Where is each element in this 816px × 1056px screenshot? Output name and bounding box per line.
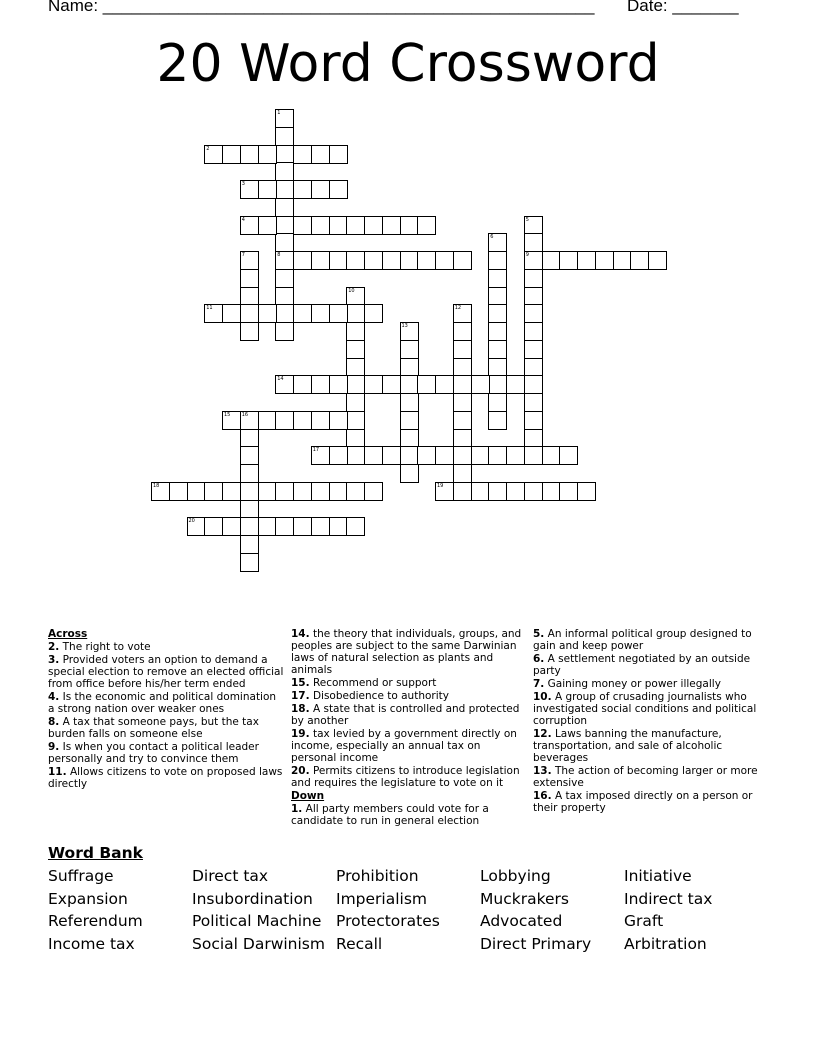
clue-number: 15 <box>224 411 231 418</box>
crossword-cell[interactable] <box>258 517 277 536</box>
crossword-cell[interactable] <box>488 340 507 359</box>
crossword-cell[interactable] <box>293 375 312 394</box>
crossword-cell[interactable] <box>275 517 294 536</box>
clue-across-8: 8. A tax that someone pays, but the tax burden falls on someone else <box>48 716 259 740</box>
crossword-cell[interactable] <box>329 517 348 536</box>
crossword-cell[interactable] <box>329 446 348 465</box>
word-bank-item: Muckrakers <box>480 889 569 908</box>
crossword-cell[interactable] <box>293 251 312 270</box>
crossword-cell[interactable] <box>275 198 294 217</box>
crossword-cell[interactable] <box>506 446 525 465</box>
crossword-cell[interactable] <box>311 411 330 430</box>
clue-across-9: 9. Is when you contact a political leader personally and try to convince them <box>48 741 259 765</box>
clue-number: 2 <box>206 145 210 152</box>
crossword-cell[interactable] <box>382 251 401 270</box>
clue-across-14: 14. the theory that individuals, groups, and peoples are subject to the same Darwinian laws of natural selection as plants and animals <box>291 628 522 676</box>
crossword-cell[interactable] <box>240 145 259 164</box>
crossword-cell[interactable] <box>417 375 436 394</box>
clue-down-5: 5. An informal political group designed to gain and keep power <box>533 628 752 652</box>
clue-number: 4 <box>241 216 245 223</box>
crossword-cell[interactable] <box>506 482 525 501</box>
crossword-cell[interactable] <box>488 411 507 430</box>
crossword-cell[interactable] <box>346 393 365 412</box>
word-bank-item: Graft <box>624 912 664 930</box>
word-bank-item: Indirect tax <box>624 889 713 908</box>
word-bank-item: Social Darwinism <box>192 934 325 953</box>
crossword-cell[interactable] <box>258 411 277 430</box>
clue-number: 16 <box>241 411 249 418</box>
crossword-cell[interactable] <box>400 464 419 483</box>
crossword-cell[interactable] <box>346 358 365 377</box>
crossword-cell[interactable] <box>169 482 188 501</box>
clue-across-11: 11. Allows citizens to vote on proposed laws directly <box>48 766 283 790</box>
crossword-cell[interactable] <box>346 251 365 270</box>
crossword-cell[interactable] <box>524 233 543 252</box>
crossword-cell[interactable] <box>524 304 543 323</box>
word-bank-item: Initiative <box>624 867 692 885</box>
crossword-cell[interactable] <box>240 251 259 270</box>
crossword-cell[interactable] <box>311 145 330 164</box>
crossword-cell[interactable] <box>293 304 312 323</box>
crossword-cell[interactable] <box>400 429 419 448</box>
crossword-cell[interactable] <box>275 180 294 199</box>
word-bank-item: Referendum <box>48 912 143 930</box>
clue-number: 5 <box>525 216 529 223</box>
clue-number: 1 <box>277 110 281 116</box>
clue-across-17: 17. Disobedience to authority <box>291 690 449 702</box>
crossword-cell[interactable] <box>524 393 543 412</box>
crossword-cell[interactable] <box>275 287 294 306</box>
crossword-cell[interactable] <box>311 375 330 394</box>
word-bank-item: Arbitration <box>624 934 707 953</box>
clue-number: 19 <box>437 482 444 489</box>
crossword-cell[interactable] <box>524 411 543 430</box>
crossword-cell[interactable] <box>240 482 259 501</box>
crossword-cell[interactable] <box>240 180 259 199</box>
clue-across-19: 19. tax levied by a government directly on income, especially an annual tax on personal income <box>291 728 517 764</box>
crossword-cell[interactable] <box>346 304 365 323</box>
crossword-cell[interactable] <box>417 251 436 270</box>
crossword-cell[interactable] <box>240 269 259 288</box>
crossword-cell[interactable] <box>311 216 330 235</box>
crossword-cell[interactable] <box>488 233 507 252</box>
clue-down-13: 13. The action of becoming larger or more extensive <box>533 765 758 789</box>
crossword-cell[interactable] <box>346 446 365 465</box>
crossword-cell[interactable] <box>346 322 365 341</box>
word-bank-item: Advocated <box>480 912 563 930</box>
word-bank <box>48 866 788 954</box>
crossword-cell[interactable] <box>453 393 472 412</box>
crossword-cell[interactable] <box>293 411 312 430</box>
crossword-cell[interactable] <box>400 393 419 412</box>
crossword-cell[interactable] <box>524 429 543 448</box>
clues-column-1 <box>48 628 284 791</box>
crossword-cell[interactable] <box>275 233 294 252</box>
crossword-cell[interactable] <box>417 446 436 465</box>
crossword-cell[interactable] <box>453 322 472 341</box>
crossword-cell[interactable] <box>293 517 312 536</box>
crossword-cell[interactable] <box>524 322 543 341</box>
crossword-cell[interactable] <box>275 322 294 341</box>
crossword-cell[interactable] <box>240 553 259 572</box>
crossword-cell[interactable] <box>453 375 472 394</box>
word-bank-title: Word Bank <box>48 844 143 862</box>
crossword-cell[interactable] <box>275 162 294 181</box>
crossword-cell[interactable] <box>240 304 259 323</box>
crossword-cell[interactable] <box>559 482 578 501</box>
word-bank-item: Prohibition <box>336 867 419 885</box>
clue-across-4: 4. Is the economic and political domination a strong nation over weaker ones <box>48 691 277 715</box>
crossword-cell[interactable] <box>542 482 561 501</box>
crossword-cell[interactable] <box>453 251 472 270</box>
crossword-cell[interactable] <box>222 145 241 164</box>
crossword-cell[interactable] <box>453 429 472 448</box>
clue-across-15: 15. Recommend or support <box>291 677 437 689</box>
crossword-cell[interactable] <box>346 429 365 448</box>
clue-number: 11 <box>206 305 213 312</box>
crossword-cell[interactable] <box>240 322 259 341</box>
crossword-cell[interactable] <box>488 287 507 306</box>
crossword-cell[interactable] <box>293 145 312 164</box>
across-heading: Across <box>48 628 88 640</box>
crossword-cell[interactable] <box>488 482 507 501</box>
crossword-cell[interactable] <box>258 145 277 164</box>
crossword-cell[interactable] <box>488 358 507 377</box>
crossword-cell[interactable] <box>524 446 543 465</box>
crossword-cell[interactable] <box>488 322 507 341</box>
crossword-cell[interactable] <box>311 180 330 199</box>
word-bank-item: Insubordination <box>192 889 313 908</box>
clue-down-1: 1. All party members could vote for a candidate to run in general election <box>291 803 489 827</box>
crossword-cell[interactable] <box>595 251 614 270</box>
crossword-cell[interactable] <box>346 216 365 235</box>
crossword-cell[interactable] <box>275 375 294 394</box>
crossword-cell[interactable] <box>240 411 259 430</box>
crossword-cell[interactable] <box>329 482 348 501</box>
crossword-cell[interactable] <box>311 304 330 323</box>
clue-across-3: 3. Provided voters an option to demand a special election to remove an elected official from office before his/her term ended <box>48 654 284 690</box>
crossword-cell[interactable] <box>258 304 277 323</box>
crossword-cell[interactable] <box>542 251 561 270</box>
clue-number: 18 <box>153 482 160 489</box>
crossword-cell[interactable] <box>524 482 543 501</box>
crossword-cell[interactable] <box>577 251 596 270</box>
crossword-cell[interactable] <box>240 429 259 448</box>
clue-number: 20 <box>188 518 195 525</box>
crossword-cell[interactable] <box>329 180 348 199</box>
word-bank-item: Expansion <box>48 889 128 908</box>
clue-number: 6 <box>490 234 494 241</box>
crossword-cell[interactable] <box>204 517 223 536</box>
crossword-cell[interactable] <box>311 517 330 536</box>
crossword-cell[interactable] <box>524 340 543 359</box>
clue-number: 14 <box>277 376 284 383</box>
crossword-cell[interactable] <box>453 304 472 323</box>
clue-across-18: 18. A state that is controlled and protected by another <box>291 703 520 727</box>
crossword-cell[interactable] <box>524 375 543 394</box>
crossword-cell[interactable] <box>400 251 419 270</box>
crossword-cell[interactable] <box>613 251 632 270</box>
crossword-cell[interactable] <box>187 482 206 501</box>
crossword-cell[interactable] <box>506 375 525 394</box>
crossword-cell[interactable] <box>275 145 294 164</box>
crossword-cell[interactable] <box>400 216 419 235</box>
crossword-cell[interactable] <box>524 269 543 288</box>
crossword-cell[interactable] <box>204 145 223 164</box>
crossword-cell[interactable] <box>630 251 649 270</box>
crossword-cell[interactable] <box>364 482 383 501</box>
crossword-cell[interactable] <box>204 482 223 501</box>
crossword-cell[interactable] <box>453 464 472 483</box>
crossword-cell[interactable] <box>240 464 259 483</box>
clue-number: 7 <box>241 252 245 258</box>
clue-down-12: 12. Laws banning the manufacture, transportation, and sale of alcoholic beverages <box>533 728 723 764</box>
crossword-cell[interactable] <box>453 482 472 501</box>
clues-column-3 <box>533 628 758 815</box>
crossword-cell[interactable] <box>471 482 490 501</box>
crossword-cell[interactable] <box>453 340 472 359</box>
crossword-cell[interactable] <box>471 375 490 394</box>
crossword-cell[interactable] <box>400 358 419 377</box>
crossword-cell[interactable] <box>364 446 383 465</box>
crossword-cell[interactable] <box>400 322 419 341</box>
crossword-cell[interactable] <box>453 446 472 465</box>
crossword-cell[interactable] <box>346 517 365 536</box>
crossword-cell[interactable] <box>648 251 667 270</box>
clue-number: 12 <box>454 305 462 312</box>
crossword-cell[interactable] <box>524 251 543 270</box>
crossword-cell[interactable] <box>364 251 383 270</box>
crossword-cell[interactable] <box>400 411 419 430</box>
crossword-cell[interactable] <box>488 375 507 394</box>
date-field-label: Date: _______ <box>627 0 739 15</box>
crossword-cell[interactable] <box>524 216 543 235</box>
crossword-cell[interactable] <box>417 216 436 235</box>
clue-across-2: 2. The right to vote <box>48 641 151 653</box>
word-bank-item: Recall <box>336 934 383 953</box>
crossword-cell[interactable] <box>275 269 294 288</box>
crossword-cell[interactable] <box>346 375 365 394</box>
clue-across-20: 20. Permits citizens to introduce legislation and requires the legislature to vote on it <box>291 765 520 789</box>
crossword-cell[interactable] <box>240 500 259 519</box>
word-bank-item: Suffrage <box>48 867 114 885</box>
crossword-cell[interactable] <box>400 446 419 465</box>
crossword-cell[interactable] <box>240 287 259 306</box>
crossword-cell[interactable] <box>435 482 454 501</box>
clue-number: 17 <box>312 447 320 454</box>
crossword-cell[interactable] <box>222 304 241 323</box>
crossword-cell[interactable] <box>293 216 312 235</box>
word-bank-item: Protectorates <box>336 912 440 930</box>
crossword-cell[interactable] <box>382 216 401 235</box>
clue-number: 13 <box>401 323 408 329</box>
crossword-cell[interactable] <box>329 411 348 430</box>
crossword-cell[interactable] <box>400 375 419 394</box>
crossword-cell[interactable] <box>258 216 277 235</box>
word-bank-item: Imperialism <box>336 889 428 908</box>
crossword-cell[interactable] <box>488 393 507 412</box>
crossword-cell[interactable] <box>453 411 472 430</box>
crossword-cell[interactable] <box>471 446 490 465</box>
crossword-cell[interactable] <box>453 358 472 377</box>
crossword-cell[interactable] <box>577 482 596 501</box>
clue-number: 8 <box>277 252 281 258</box>
crossword-cell[interactable] <box>151 482 170 501</box>
clue-number: 3 <box>241 181 245 187</box>
crossword-cell[interactable] <box>329 145 348 164</box>
crossword-cell[interactable] <box>240 446 259 465</box>
crossword-cell[interactable] <box>435 446 454 465</box>
crossword-cell[interactable] <box>559 251 578 270</box>
crossword-cell[interactable] <box>524 287 543 306</box>
word-bank-item: Political Machine <box>192 912 322 930</box>
word-bank-item: Lobbying <box>480 867 551 885</box>
crossword-cell[interactable] <box>382 446 401 465</box>
crossword-cell[interactable] <box>346 482 365 501</box>
word-bank-item: Direct tax <box>192 867 269 885</box>
crossword-cell[interactable] <box>364 216 383 235</box>
crossword-cell[interactable] <box>542 446 561 465</box>
word-bank-item: Direct Primary <box>480 934 592 953</box>
crossword-cell[interactable] <box>435 375 454 394</box>
clue-down-10: 10. A group of crusading journalists who investigated social conditions and political corruption <box>533 691 757 727</box>
crossword-cell[interactable] <box>488 304 507 323</box>
clue-down-6: 6. A settlement negotiated by an outside party <box>533 653 751 677</box>
crossword-cell[interactable] <box>488 446 507 465</box>
crossword-cell[interactable] <box>382 375 401 394</box>
crossword-cell[interactable] <box>275 251 294 270</box>
crossword-cell[interactable] <box>275 127 294 146</box>
name-field-label: Name: ____________________________________________________ <box>48 0 595 15</box>
crossword-cell[interactable] <box>275 482 294 501</box>
crossword-cell[interactable] <box>524 358 543 377</box>
crossword-cell[interactable] <box>275 304 294 323</box>
crossword-cell[interactable] <box>275 411 294 430</box>
crossword-cell[interactable] <box>346 287 365 306</box>
word-bank-item: Income tax <box>48 934 135 953</box>
crossword-cell[interactable] <box>364 304 383 323</box>
crossword-cell[interactable] <box>293 482 312 501</box>
crossword-cell[interactable] <box>293 180 312 199</box>
crossword-cell[interactable] <box>240 535 259 554</box>
crossword-cell[interactable] <box>240 517 259 536</box>
crossword-cell[interactable] <box>346 340 365 359</box>
crossword-cell[interactable] <box>488 251 507 270</box>
clue-number: 9 <box>525 252 529 258</box>
page-title: 20 Word Crossword <box>156 34 660 94</box>
crossword-cell[interactable] <box>400 340 419 359</box>
crossword-cell[interactable] <box>488 269 507 288</box>
crossword-cell[interactable] <box>559 446 578 465</box>
clue-down-16: 16. A tax imposed directly on a person or their property <box>533 790 753 814</box>
crossword-cell[interactable] <box>222 482 241 501</box>
crossword-cell[interactable] <box>311 482 330 501</box>
crossword-cell[interactable] <box>329 375 348 394</box>
crossword-cell[interactable] <box>258 482 277 501</box>
crossword-cell[interactable] <box>222 411 241 430</box>
clues-column-2 <box>291 628 523 828</box>
clue-down-7: 7. Gaining money or power illegally <box>533 678 721 690</box>
crossword-cell[interactable] <box>275 216 294 235</box>
crossword-cell[interactable] <box>364 375 383 394</box>
clue-number: 10 <box>348 287 355 294</box>
crossword-cell[interactable] <box>258 180 277 199</box>
crossword-cell[interactable] <box>204 304 223 323</box>
crossword-cell[interactable] <box>311 251 330 270</box>
crossword-cell[interactable] <box>329 251 348 270</box>
down-heading: Down <box>291 790 325 802</box>
crossword-cell[interactable] <box>275 109 294 128</box>
crossword-cell[interactable] <box>222 517 241 536</box>
crossword-cell[interactable] <box>187 517 206 536</box>
crossword-cell[interactable] <box>240 216 259 235</box>
crossword-cell[interactable] <box>346 411 365 430</box>
crossword-cell[interactable] <box>329 216 348 235</box>
crossword-cell[interactable] <box>329 304 348 323</box>
crossword-cell[interactable] <box>435 251 454 270</box>
crossword-cell[interactable] <box>311 446 330 465</box>
